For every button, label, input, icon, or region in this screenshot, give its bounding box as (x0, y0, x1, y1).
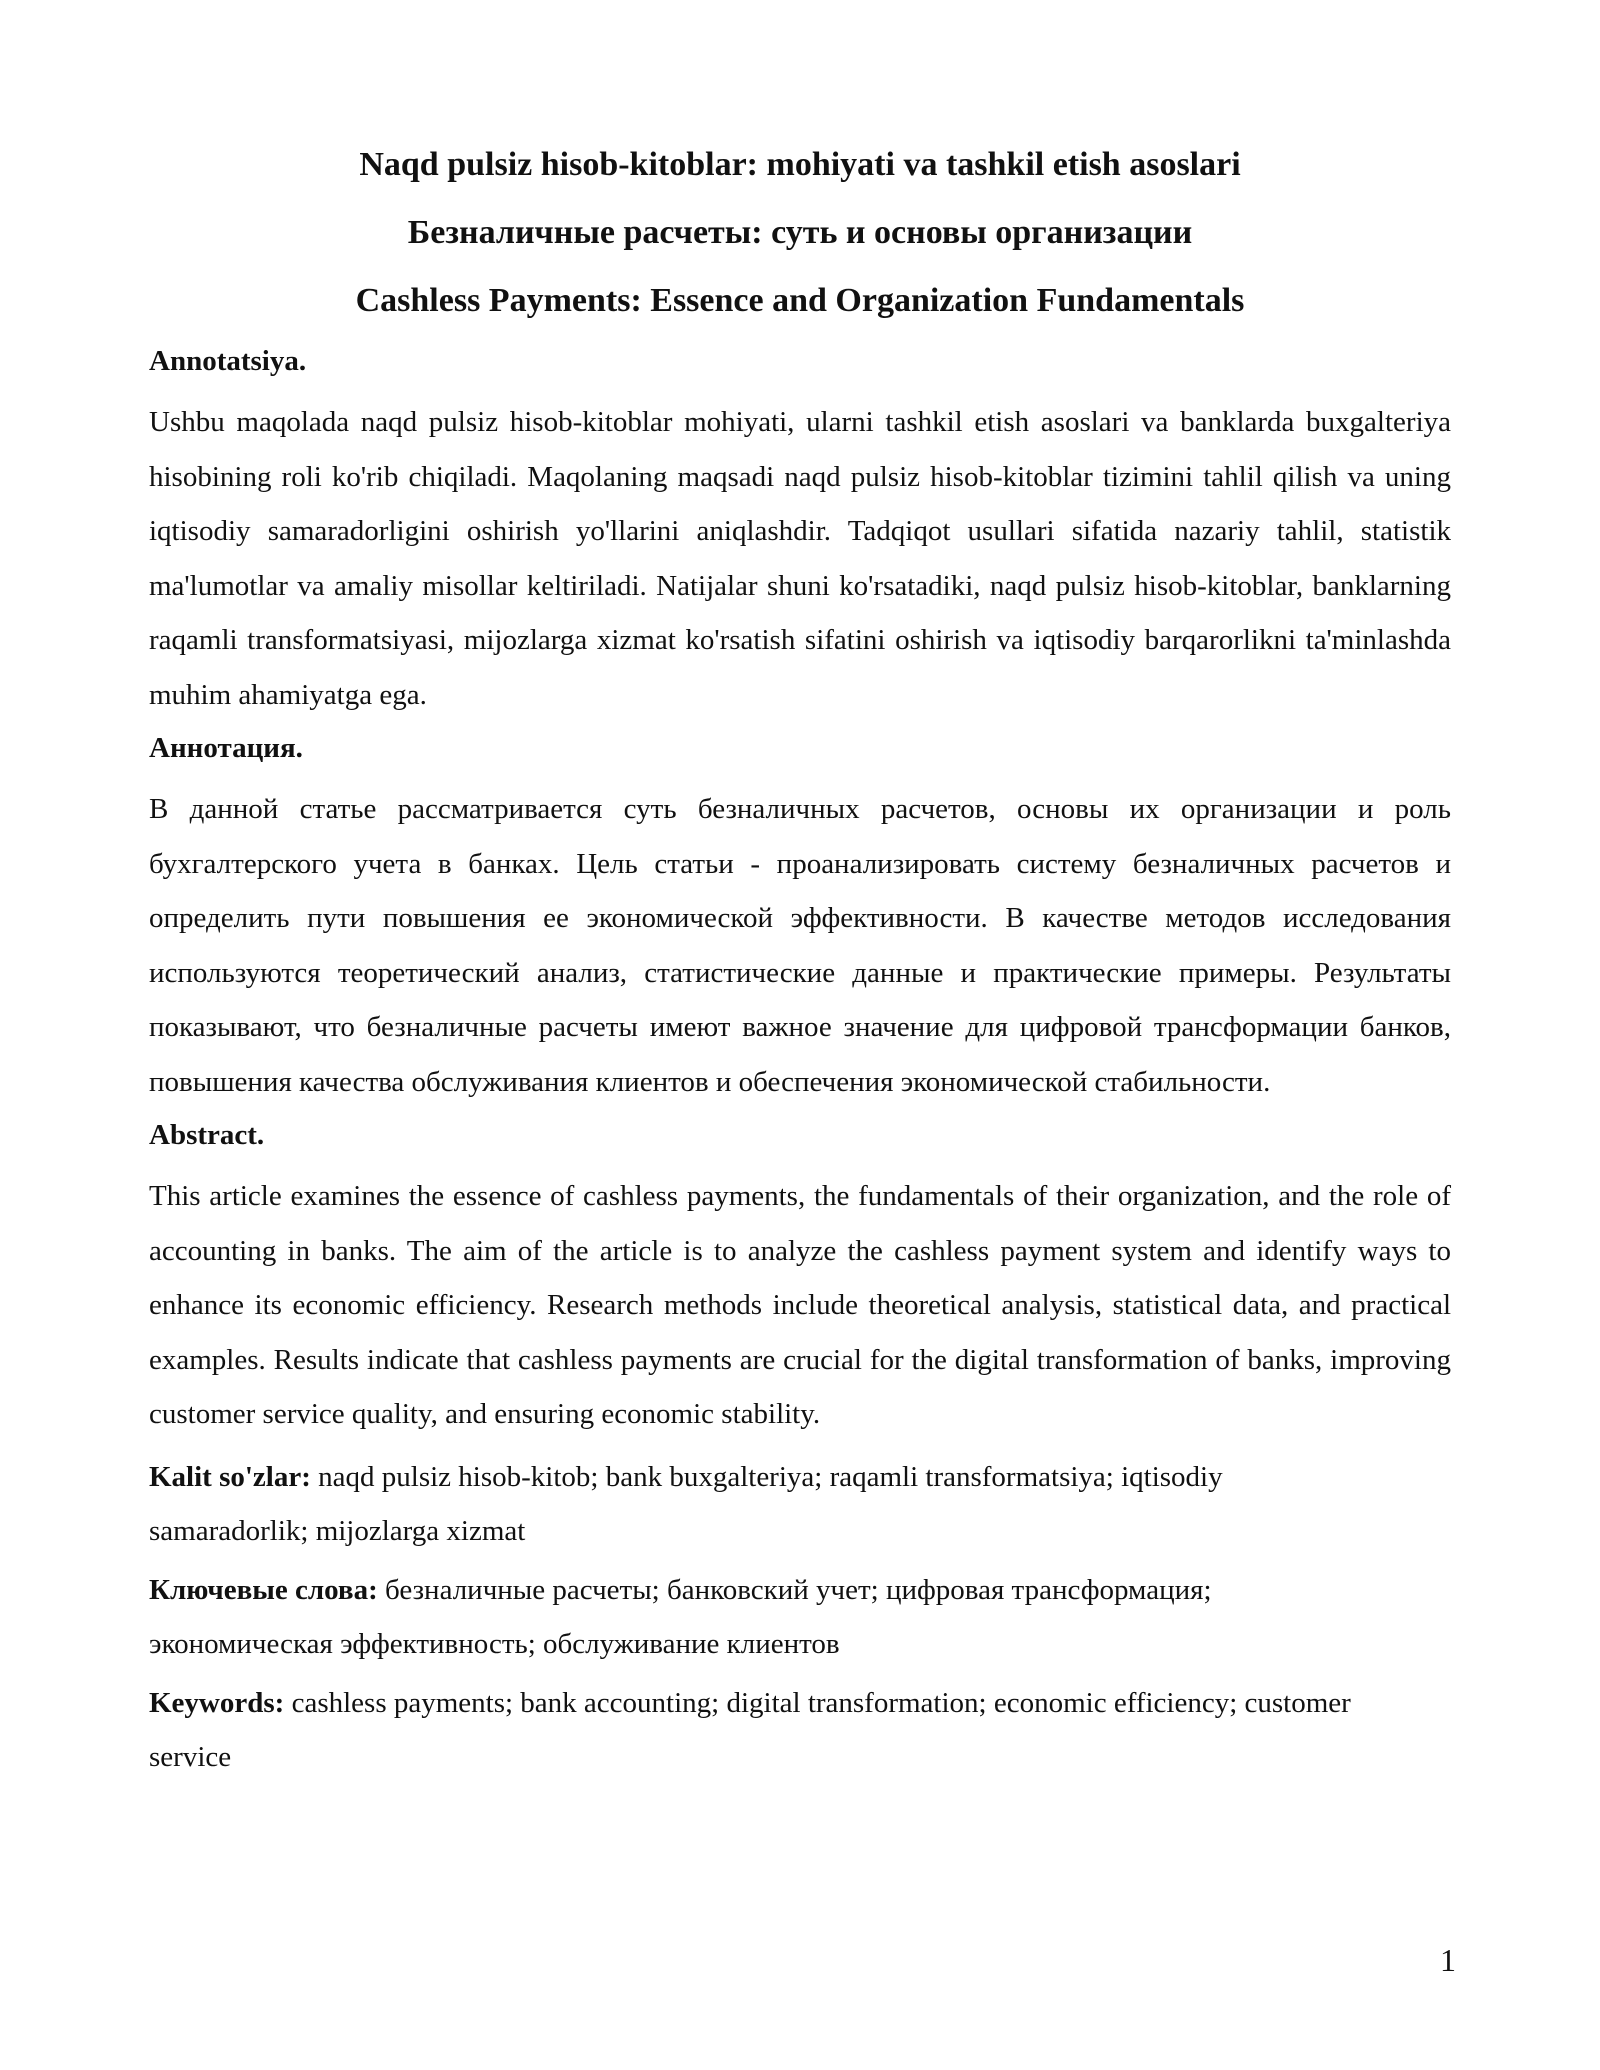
title-uzbek: Naqd pulsiz hisob-kitoblar: mohiyati va tashkil etish asoslari (359, 146, 1241, 183)
keywords-ru-label: Ключевые слова: (149, 1573, 378, 1606)
paper-page (149, 145, 1451, 1789)
keywords-ru (149, 1563, 1451, 1672)
keywords-uz-line1: naqd pulsiz hisob-kitob; bank buxgalteriya; raqamli transformatsiya; iqtisodiy (310, 1460, 1223, 1493)
keywords-uz-label: Kalit so'zlar: (149, 1460, 311, 1493)
keywords-en-line2: service (149, 1741, 232, 1773)
keywords-uz-line2: samaradorlik; mijozlarga xizmat (149, 1515, 526, 1547)
title-english: Cashless Payments: Essence and Organization Fundamentals (355, 282, 1245, 319)
keywords-ru-line1: безналичные расчеты; банковский учет; цифровая трансформация; (377, 1573, 1212, 1606)
abstract-en-text: This article examines the essence of cashless payments, the fundamentals of their organization, and the role of accounting in banks. The aim of the article is to analyze the cashless payment system and identify ways to enhance its economic efficiency. Research methods include theoretical analysis, statistical data, and practical examples. Results indicate that cashless payments are crucial for the digital transformation of banks, improving customer service quality, and ensuring economic stability. (149, 1180, 1451, 1430)
abstract-ru-heading: Аннотация. (149, 732, 303, 764)
keywords-en (149, 1676, 1451, 1785)
keywords-uz (149, 1450, 1451, 1559)
abstract-ru-text: В данной статье рассматривается суть безналичных расчетов, основы их организации и роль бухгалтерского учета в банках. Цель статьи - проанализировать систему безналичных расчетов и определить пути повышения ее экономической эффективности. В качестве методов исследования используются теоретический анализ, статистические данные и практические примеры. Результаты показывают, что безналичные расчеты имеют важное значение для цифровой трансформации банков, повышения качества обслуживания клиентов и обеспечения экономической стабильности. (149, 793, 1451, 1098)
page-number: 1 (1440, 1942, 1456, 1978)
abstract-uz-heading: Annotatsiya. (149, 345, 307, 377)
abstract-uz-text: Ushbu maqolada naqd pulsiz hisob-kitoblar mohiyati, ularni tashkil etish asoslari va banklarda buxgalteriya hisobining roli ko'rib chiqiladi. Maqolaning maqsadi naqd pulsiz hisob-kitoblar tizimini tahlil qilish va uning iqtisodiy samaradorligini oshirish yo'llarini aniqlashdir. Tadqiqot usullari sifatida nazariy tahlil, statistik ma'lumotlar va amaliy misollar keltiriladi. Natijalar shuni ko'rsatadiki, naqd pulsiz hisob-kitoblar, banklarning raqamli transformatsiyasi, mijozlarga xizmat ko'rsatish sifatini oshirish va iqtisodiy barqarorlikni ta'minlashda muhim ahamiyatga ega. (149, 406, 1451, 711)
keywords-en-label: Keywords: (149, 1686, 285, 1719)
title-russian: Безналичные расчеты: суть и основы организации (407, 214, 1193, 251)
keywords-en-line1: cashless payments; bank accounting; digital transformation; economic efficiency; customer (284, 1686, 1351, 1719)
abstract-en-heading: Abstract. (149, 1119, 265, 1151)
keywords-ru-line2: экономическая эффективность; обслуживание клиентов (149, 1628, 840, 1660)
